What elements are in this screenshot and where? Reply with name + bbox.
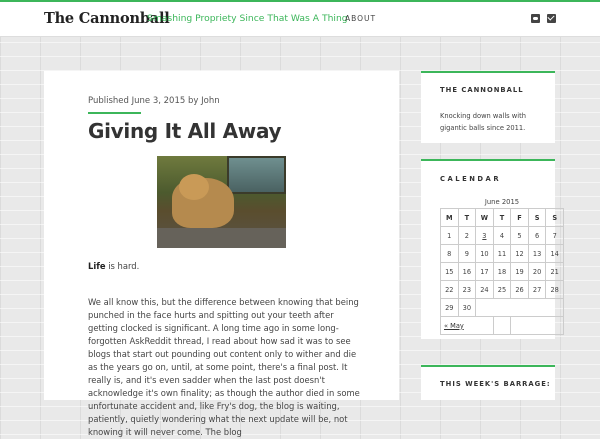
calendar-day: 17 [476, 263, 494, 281]
widget-calendar [421, 159, 559, 339]
calendar-day: 24 [476, 281, 494, 299]
post-paragraph-text: is hard. [105, 261, 140, 271]
site-header [0, 2, 600, 37]
calendar-day: 12 [511, 245, 529, 263]
calendar-day: 16 [458, 263, 476, 281]
calendar-day: 29 [441, 299, 459, 317]
site-title[interactable]: The Cannonball [44, 10, 170, 27]
widget-text: Knocking down walls with gigantic balls since 2011. [440, 112, 526, 132]
calendar-day-header: T [458, 209, 476, 227]
calendar-table [440, 208, 564, 335]
calendar-day: 6 [528, 227, 546, 245]
image-dog-head [179, 174, 209, 200]
post-paragraph [88, 260, 363, 273]
post-article [44, 71, 399, 437]
calendar-day-header: T [493, 209, 511, 227]
calendar-day: 2 [458, 227, 476, 245]
post-title[interactable]: Giving It All Away [88, 119, 282, 143]
post-image [157, 156, 286, 248]
calendar-caption: June 2015 [484, 198, 520, 206]
post-paragraph: We all know this, but the difference between knowing that being punched in the face hurts and spitting out your teeth after getting clocked is significant. A long time ago in some long-forgotten AskReddit thread, I read about how sad it was to see blogs that start out pounding out content only to wither and die as the years go on, until, at some point, there's a final post. It really is, and it's even sadder when the last post doesn't acknowledge it's own finality; as though the author died in some unfortunate accident and, like Fry's dog, the blog is waiting, patiently, quietly wondering what the next update will be, not knowing it will never come. The blog [88, 297, 360, 437]
calendar-day: 13 [528, 245, 546, 263]
calendar-day: 7 [546, 227, 564, 245]
calendar-day: 1 [441, 227, 459, 245]
widget-title: THE CANNONBALL [440, 86, 524, 94]
widget-barrage [421, 365, 555, 400]
calendar-day: 22 [441, 281, 459, 299]
calendar-day: 10 [476, 245, 494, 263]
calendar-day: 21 [546, 263, 564, 281]
calendar-day-header: F [511, 209, 529, 227]
calendar-day: 9 [458, 245, 476, 263]
site-tagline: Smashing Propriety Since That Was A Thing [147, 13, 348, 24]
mail-icon[interactable] [547, 14, 556, 23]
image-window [227, 156, 286, 194]
calendar-day: 14 [546, 245, 564, 263]
calendar-day: 30 [458, 299, 476, 317]
calendar-day: 25 [493, 281, 511, 299]
post-paragraph-bold: Life [88, 261, 106, 271]
calendar-day: 4 [493, 227, 511, 245]
calendar-empty [476, 299, 564, 317]
calendar-day: 11 [493, 245, 511, 263]
calendar-day: 26 [511, 281, 529, 299]
calendar-day: 18 [493, 263, 511, 281]
nav-item-about[interactable]: ABOUT [345, 14, 377, 23]
calendar-day: 19 [511, 263, 529, 281]
calendar-day: 15 [441, 263, 459, 281]
post-meta: Published June 3, 2015 by John [88, 96, 220, 106]
meta-divider [88, 112, 141, 114]
calendar-prev-month-link[interactable]: « May [441, 317, 494, 335]
calendar-day: 20 [528, 263, 546, 281]
calendar-day-link[interactable]: 3 [476, 227, 494, 245]
calendar-pad [493, 317, 511, 335]
image-floor [157, 228, 286, 248]
calendar-day: 5 [511, 227, 529, 245]
calendar-day: 23 [458, 281, 476, 299]
calendar-day: 27 [528, 281, 546, 299]
calendar-day: 8 [441, 245, 459, 263]
widget-title: THIS WEEK'S BARRAGE: [440, 380, 551, 388]
calendar-day-header: S [546, 209, 564, 227]
calendar-day-header: S [528, 209, 546, 227]
calendar-next-pad [511, 317, 564, 335]
twitter-icon[interactable] [531, 14, 540, 23]
widget-title: CALENDAR [440, 175, 502, 183]
widget-cannonball [421, 71, 555, 143]
calendar-day-header: W [476, 209, 494, 227]
calendar-day: 28 [546, 281, 564, 299]
calendar-day-header: M [441, 209, 459, 227]
